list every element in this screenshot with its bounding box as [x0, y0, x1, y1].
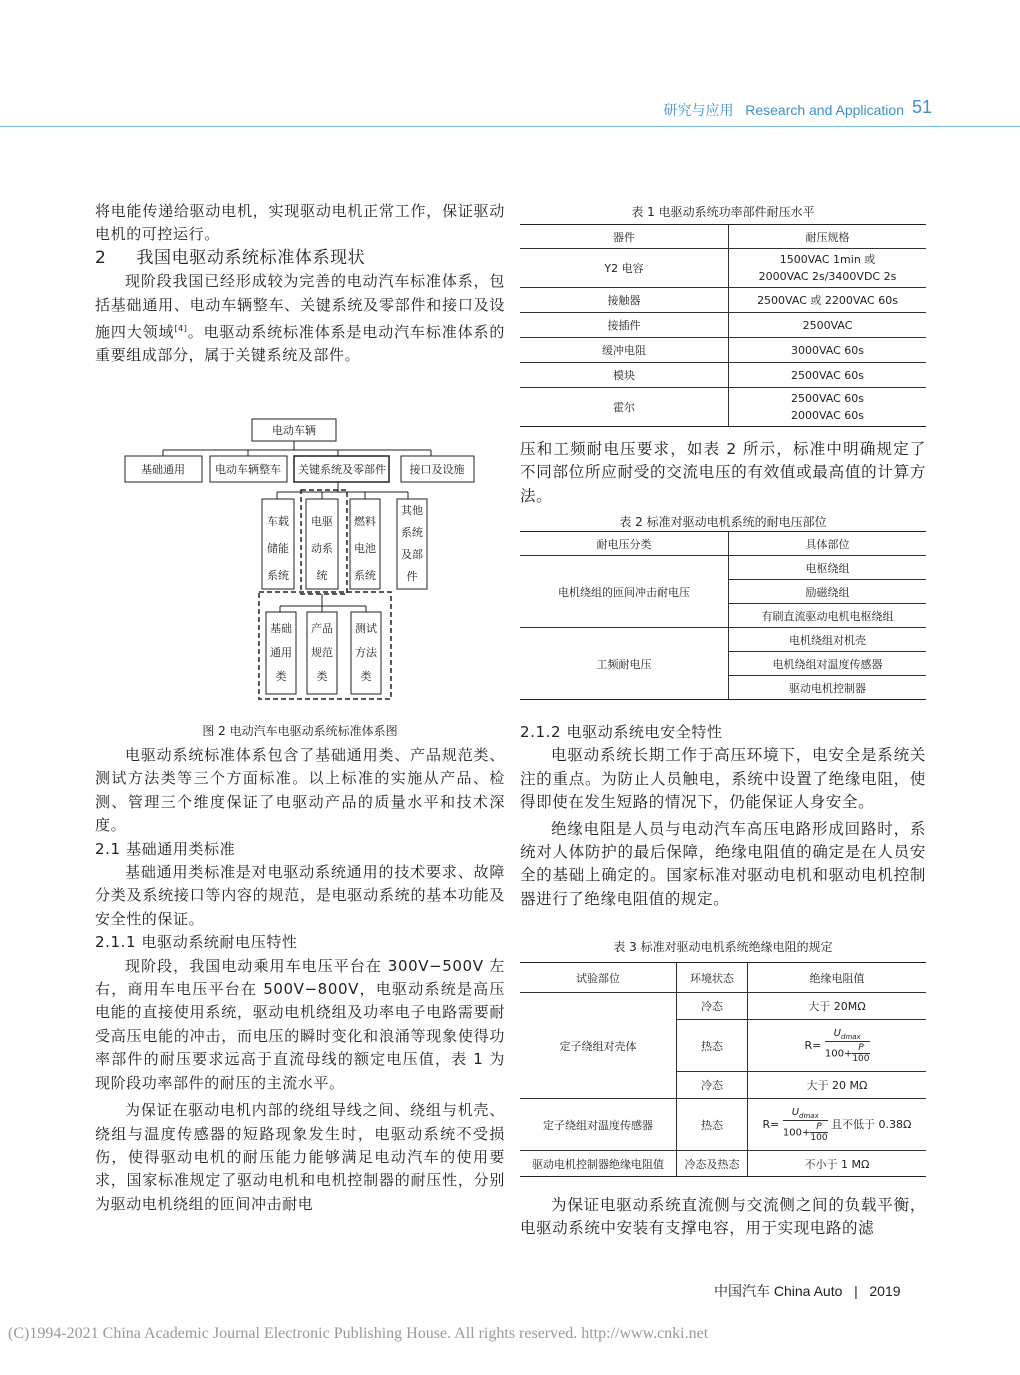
formula-p: P: [852, 1043, 869, 1054]
diagram-l2-label: 系统: [401, 526, 423, 539]
table-header: 环境状态: [677, 963, 748, 993]
table-cell: 驱动电机控制器: [729, 676, 927, 700]
header-section: 研究与应用: [663, 102, 734, 118]
paragraph: 将电能传递给驱动电机，实现驱动电机正常工作，保证驱动电机的可控运行。: [95, 202, 505, 244]
table3-caption: 表 3 标准对驱动电机系统绝缘电阻的规定: [613, 940, 833, 954]
paragraph: 基础通用类标准是对电驱动系统通用的技术要求、故障分类及系统接口等内容的规范，是电驱动系统的基本功能及安全性的保证。: [95, 863, 505, 928]
subsubsection-heading: 2.1.2 电驱动系统电安全特性: [520, 723, 723, 741]
footer-year: 2019: [869, 1283, 901, 1299]
table1: [520, 224, 926, 427]
footer-journal: 中国汽车 China Auto: [714, 1283, 843, 1299]
standards-hierarchy-diagram: [118, 412, 488, 704]
table-header: 耐电压分类: [520, 532, 729, 556]
table-cell: 2500VAC: [729, 313, 927, 338]
table-cell: 热态: [677, 1020, 748, 1072]
table-cell: 驱动电机控制器绝缘电阻值: [520, 1151, 677, 1177]
diagram-l1-label: 电动车辆整车: [215, 463, 281, 476]
diagram-root-label: 电动车辆: [272, 424, 316, 437]
diagram-l3-label: 测试: [355, 622, 377, 635]
formula-fraction: [825, 1028, 870, 1064]
diagram-l3-label: 通用: [270, 646, 292, 659]
subsubsection-heading: 2.1.1 电驱动系统耐电压特性: [95, 933, 298, 952]
paragraph: 压和工频耐电压要求，如表 2 所示，标准中明确规定了不同部位所应耐受的交流电压的有效值或最高值的计算方法。: [520, 440, 926, 505]
diagram-l1-label: 基础通用: [141, 463, 185, 476]
table-header: 试验部位: [520, 963, 677, 993]
table-cell: Y2 电容: [520, 249, 729, 288]
left-column-bottom: [95, 744, 505, 1216]
table-cell: 有刷直流驱动电机电枢绕组: [729, 604, 927, 628]
running-header: [664, 100, 904, 120]
page-number: 51: [912, 97, 933, 117]
table-header: 器件: [520, 225, 729, 249]
diagram-l2-label: 储能: [267, 542, 289, 555]
paragraph: 现阶段，我国电动乘用车电压平台在 300V−500V 左右，商用车电压平台在 500V−800V，电驱动系统是高压电能的直接使用系统，驱动电机绕组及功率电子电路需要耐受高压电能的冲击，而电压的瞬时变化和浪涌等现象使得功率部件的耐压要求远高于直流母线的额定电压值，表 1 为现阶段功率部件的耐压的主流水平。: [95, 956, 505, 1092]
diagram-l2-label: 其他: [401, 504, 423, 517]
left-column-top: [95, 200, 505, 368]
table-cell: 冷态: [677, 1072, 748, 1099]
paragraph: 绝缘电阻是人员与电动汽车高压电路形成回路时，系统对人体防护的最后保障，绝缘电阻值的确定是在人员安全的基础上确定的。国家标准对驱动电机和驱动电机控制器进行了绝缘电阻值的规定。: [520, 819, 926, 908]
paragraph-text: 现阶段我国已经形成较为完善的电动汽车标准体系，包括基础通用、电动车辆整车、关键系统及零部件和接口及设施四大领域: [95, 272, 505, 342]
paragraph-text: 。电驱动系统标准体系是电动汽车标准体系的重要组成部分，属于关键系统及部件。: [95, 323, 505, 365]
table3: [520, 962, 926, 1177]
table-header: 具体部位: [729, 532, 927, 556]
table-cell: 大于 20 MΩ: [748, 1072, 927, 1099]
table-cell: [729, 249, 927, 288]
table-cell: 定子绕组对壳体: [520, 993, 677, 1099]
table-cell: 冷态: [677, 993, 748, 1020]
table-cell: 冷态及热态: [677, 1151, 748, 1177]
table-cell: 热态: [677, 1099, 748, 1151]
formula-lhs: R=: [804, 1038, 822, 1052]
subsection-heading: 2.1 基础通用类标准: [95, 839, 236, 858]
table2-caption: 表 2 标准对驱动电机系统的耐电压部位: [619, 515, 827, 529]
formula-100: 100: [810, 1132, 828, 1143]
table-cell: 缓冲电阻: [520, 338, 729, 363]
table-cell: 模块: [520, 363, 729, 388]
table-cell: 电机绕组对温度传感器: [729, 652, 927, 676]
table-cell: 励磁绕组: [729, 580, 927, 604]
diagram-l3-label: 产品: [311, 622, 333, 635]
diagram-l2-label: 电池: [354, 542, 376, 555]
diagram-l1-label: 接口及设施: [409, 463, 465, 476]
table-cell: 定子绕组对温度传感器: [520, 1099, 677, 1151]
section-number: 2: [95, 247, 107, 268]
diagram-l1-label: 关键系统及零部件: [298, 463, 386, 476]
diagram-l2-label: 统: [316, 569, 328, 582]
diagram-l3-label: 类: [316, 670, 328, 683]
table-cell: 2500VAC 60s: [729, 363, 927, 388]
diagram-l2-label: 车载: [267, 515, 289, 528]
right-column-top: [520, 438, 926, 508]
cell-line: 2000VAC 60s: [790, 409, 865, 422]
paragraph: 电驱动系统标准体系包含了基础通用类、产品规范类、测试方法类等三个方面标准。以上标准的实施从产品、检测、管理三个维度保证了电驱动产品的质量水平和技术深度。: [95, 746, 505, 835]
diagram-l3-label: 方法: [355, 646, 377, 659]
diagram-l2-label: 系统: [267, 569, 289, 582]
formula-lhs: R=: [762, 1117, 780, 1131]
formula-u: U: [833, 1027, 841, 1039]
table-cell: 接触器: [520, 288, 729, 313]
table-cell: 不小于 1 MΩ: [748, 1151, 927, 1177]
paragraph: [95, 270, 505, 368]
paragraph: 为保证在驱动电机内部的绕组导线之间、绕组与机壳、绕组与温度传感器的短路现象发生时，电驱动系统不受损伤，使得驱动电机的耐压能力能够满足电动汽车的使用要求，国家标准规定了驱动电机和电机控制器的耐压性，分别为驱动电机绕组的匝间冲击耐电: [95, 1101, 505, 1213]
formula-denominator: [825, 1042, 870, 1064]
paragraph: 电驱动系统长期工作于高压环境下，电安全是系统关注的重点。为防止人员触电，系统中设置了绝缘电阻，使得即使在发生短路的情况下，仍能保证人身安全。: [520, 746, 926, 812]
table-cell: 电枢绕组: [729, 556, 927, 580]
formula-fraction: [783, 1107, 828, 1143]
diagram-l3-label: 类: [275, 670, 287, 683]
formula-denominator: [783, 1121, 828, 1143]
cell-line: 1500VAC 1min 或: [779, 253, 876, 266]
table-header: 耐压规格: [729, 225, 927, 249]
diagram-l2-label: 动系: [311, 542, 333, 555]
section-heading: [95, 247, 505, 270]
formula-p: P: [810, 1122, 827, 1133]
page-footer: [714, 1281, 901, 1301]
formula-cell: [748, 1099, 927, 1151]
formula-sub: dmax: [841, 1032, 861, 1041]
formula-cell: [748, 1020, 927, 1072]
table-cell: 接插件: [520, 313, 729, 338]
formula-100: 100: [852, 1053, 870, 1064]
right-column-bottom: [520, 1194, 926, 1241]
paragraph: 为保证电驱动系统直流侧与交流侧之间的负载平衡，电驱动系统中安装有支撑电容，用于实现电路的滤: [520, 1196, 926, 1238]
diagram-l3-label: 规范: [311, 646, 333, 659]
diagram-l3-label: 基础: [270, 622, 292, 635]
footer-separator: |: [854, 1283, 858, 1299]
table-cell: 电机绕组的匝间冲击耐电压: [520, 556, 729, 628]
table1-caption: 表 1 电驱动系统功率部件耐压水平: [631, 205, 815, 219]
citation-ref: [4]: [174, 324, 188, 334]
diagram-l2-label: 燃料: [354, 515, 376, 528]
formula-den-a: 100+: [782, 1127, 811, 1138]
header-divider: [0, 126, 1020, 127]
table-cell: 3000VAC 60s: [729, 338, 927, 363]
formula-numerator: [825, 1028, 870, 1042]
diagram-l3-label: 类: [360, 670, 372, 683]
section-title: 我国电驱动系统标准体系现状: [136, 247, 366, 268]
table-cell: 2500VAC 或 2200VAC 60s: [729, 288, 927, 313]
cell-line: 2500VAC 60s: [790, 392, 865, 405]
formula-u: U: [791, 1106, 800, 1118]
table-cell: 电机绕组对机壳: [729, 628, 927, 652]
diagram-l2-label: 电驱: [311, 515, 333, 528]
diagram-l2-label: 系统: [354, 569, 376, 582]
figure-caption: 图 2 电动汽车电驱动系统标准体系图: [202, 724, 398, 738]
diagram-l2-label: 件: [406, 570, 418, 583]
formula-numerator: [783, 1107, 828, 1121]
table2: [520, 531, 926, 700]
header-section-en: Research and Application: [745, 102, 904, 118]
table-header: 绝缘电阻值: [748, 963, 927, 993]
copyright-notice: (C)1994-2021 China Academic Journal Electronic Publishing House. All rights reserved. http://www.cnki.net: [8, 1325, 709, 1342]
formula-den-a: 100+: [824, 1048, 853, 1059]
table-cell: 霍尔: [520, 388, 729, 427]
diagram-l2-label: 及部: [401, 548, 423, 561]
table-cell: [729, 388, 927, 427]
cell-line: 2000VAC 2s/3400VDC 2s: [758, 270, 897, 283]
right-column-middle: [520, 721, 926, 911]
table-cell: 大于 20MΩ: [748, 993, 927, 1020]
table-cell: 工频耐电压: [520, 628, 729, 700]
formula-suffix: 且不低于 0.38Ω: [831, 1117, 912, 1131]
formula-sub: dmax: [799, 1111, 819, 1120]
